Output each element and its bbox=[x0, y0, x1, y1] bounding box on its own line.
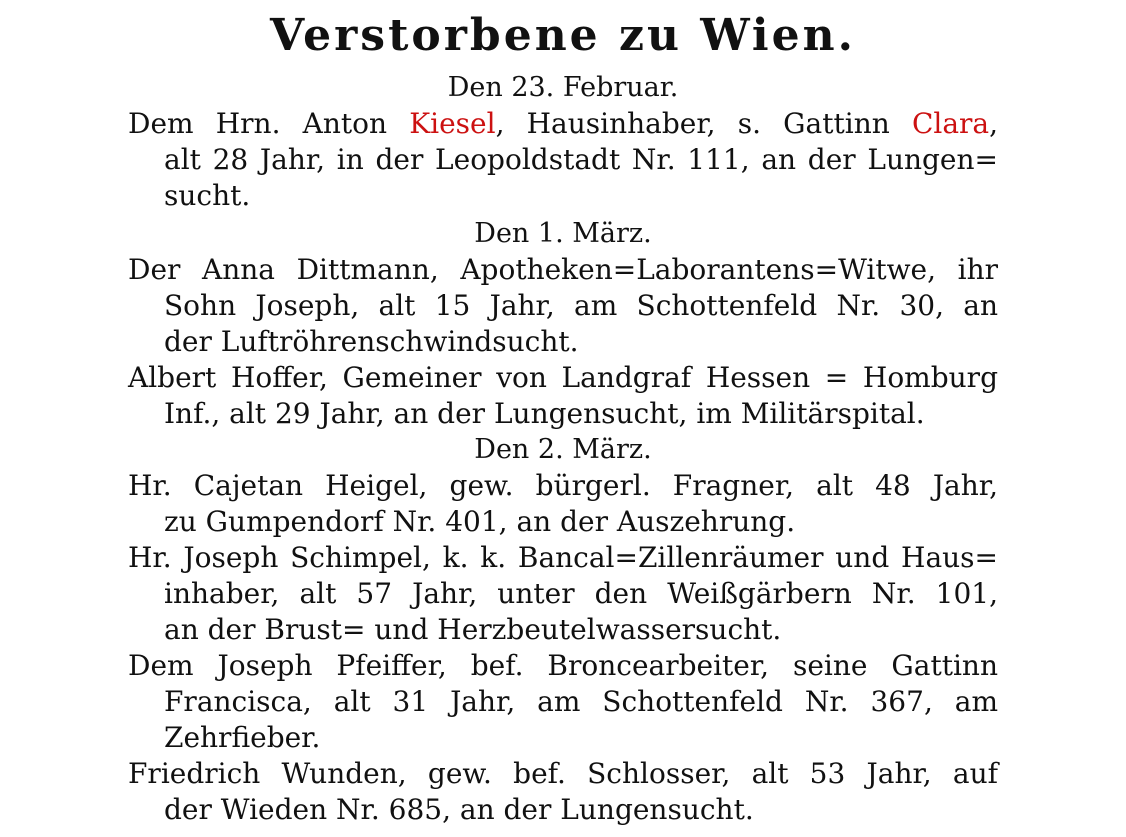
document-title: Verstorbene zu Wien. bbox=[270, 10, 856, 61]
entry-line: Zehrfieber. bbox=[164, 721, 321, 754]
entry-line: zu Gumpendorf Nr. 401, an der Auszehrung. bbox=[164, 505, 796, 538]
entry-line: der Luftröhrenschwindsucht. bbox=[164, 325, 579, 358]
entry-line: Friedrich Wunden, gew. bef. Schlosser, alt 53 Jahr, auf bbox=[128, 757, 998, 790]
entry-dittmann bbox=[128, 252, 998, 360]
date-heading-mar-2: Den 2. März. bbox=[474, 434, 652, 465]
entry-line: Albert Hoffer, Gemeiner von Landgraf Hessen = Homburg bbox=[128, 361, 998, 394]
entry-line bbox=[128, 106, 998, 142]
highlighted-surname: Kiesel bbox=[409, 107, 496, 140]
entry-line: Inf., alt 29 Jahr, an der Lungensucht, im Militärspital. bbox=[164, 397, 925, 430]
entry-line: Hr. Joseph Schimpel, k. k. Bancal=Zillenräumer und Haus= bbox=[128, 541, 998, 574]
entry-line: der Wieden Nr. 685, an der Lungensucht. bbox=[164, 793, 754, 826]
entry-line: Francisca, alt 31 Jahr, am Schottenfeld Nr. 367, am bbox=[164, 685, 998, 718]
entry-line: an der Brust= und Herzbeutelwassersucht. bbox=[164, 613, 782, 646]
entry-line: inhaber, alt 57 Jahr, unter den Weißgärbern Nr. 101, bbox=[164, 577, 998, 610]
highlighted-firstname: Clara bbox=[911, 107, 990, 140]
text-segment: , Hausinhaber, s. Gattinn bbox=[495, 107, 912, 140]
entry-heigel bbox=[128, 468, 998, 540]
entry-schimpel bbox=[128, 540, 998, 648]
entry-line: Dem Joseph Pfeiffer, bef. Broncearbeiter, seine Gattinn bbox=[128, 649, 998, 682]
entry-line: sucht. bbox=[164, 179, 251, 212]
entry-line: alt 28 Jahr, in der Leopoldstadt Nr. 111, an der Lungen= bbox=[164, 143, 998, 176]
text-segment: Dem Hrn. Anton bbox=[128, 107, 410, 140]
entry-pfeiffer bbox=[128, 648, 998, 756]
entry-line: Sohn Joseph, alt 15 Jahr, am Schottenfeld Nr. 30, an bbox=[164, 289, 998, 322]
entry-line: Der Anna Dittmann, Apotheken=Laborantens=Witwe, ihr bbox=[128, 253, 998, 286]
date-heading-mar-1: Den 1. März. bbox=[474, 218, 652, 249]
entry-line: Hr. Cajetan Heigel, gew. bürgerl. Fragner, alt 48 Jahr, bbox=[128, 469, 998, 502]
entry-wunden bbox=[128, 756, 998, 828]
entry-kiesel bbox=[128, 106, 998, 214]
date-heading-feb-23: Den 23. Februar. bbox=[447, 72, 679, 103]
entry-hoffer bbox=[128, 360, 998, 432]
text-segment: , bbox=[989, 107, 998, 140]
